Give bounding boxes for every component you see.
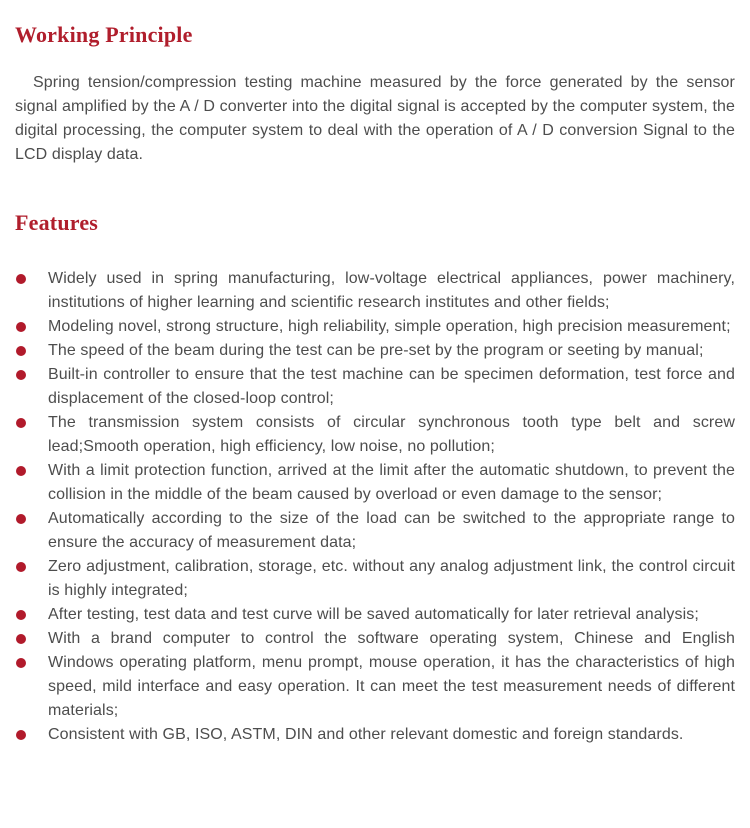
working-principle-paragraph: Spring tension/compression testing machine measured by the force generated by the sensor signal amplified by the A / D converter into the digital signal is accepted by the computer system, the digital processing, the computer system to deal with the operation of A / D conversion Signal to the LCD display data. bbox=[15, 74, 735, 163]
feature-item-text: Automatically according to the size of the load can be switched to the appropriate range to ensure the accuracy of measurement data; bbox=[48, 510, 735, 551]
feature-list-item bbox=[15, 267, 735, 315]
feature-item-text: Modeling novel, strong structure, high reliability, simple operation, high precision measurement; bbox=[48, 318, 731, 335]
bullet-dot-icon bbox=[16, 634, 26, 644]
bullet-dot-icon bbox=[16, 346, 26, 356]
feature-item-text: Consistent with GB, ISO, ASTM, DIN and other relevant domestic and foreign standards. bbox=[48, 726, 684, 743]
feature-list-item bbox=[15, 363, 735, 411]
feature-list-item bbox=[15, 459, 735, 507]
bullet-dot-icon bbox=[16, 658, 26, 668]
features-list bbox=[15, 267, 735, 747]
feature-list-item bbox=[15, 627, 735, 651]
feature-item-text: After testing, test data and test curve will be saved automatically for later retrieval analysis; bbox=[48, 606, 699, 623]
bullet-dot-icon bbox=[16, 514, 26, 524]
feature-item-text: Widely used in spring manufacturing, low-voltage electrical appliances, power machinery, institutions of higher learning and scientific research institutes and other fields; bbox=[48, 270, 735, 311]
feature-list-item bbox=[15, 651, 735, 723]
feature-list-item bbox=[15, 603, 735, 627]
bullet-dot-icon bbox=[16, 418, 26, 428]
feature-item-text: Built-in controller to ensure that the test machine can be specimen deformation, test force and displacement of the closed-loop control; bbox=[48, 366, 735, 407]
feature-list-item bbox=[15, 723, 735, 747]
feature-item-text: Windows operating platform, menu prompt, mouse operation, it has the characteristics of high speed, mild interface and easy operation. It can meet the test measurement needs of different materials; bbox=[48, 654, 735, 719]
feature-list-item bbox=[15, 411, 735, 459]
feature-list-item bbox=[15, 339, 735, 363]
bullet-dot-icon bbox=[16, 562, 26, 572]
feature-item-text: The transmission system consists of circular synchronous tooth type belt and screw lead;Smooth operation, high efficiency, low noise, no pollution; bbox=[48, 414, 735, 455]
working-principle-heading: Working Principle bbox=[15, 22, 193, 47]
bullet-dot-icon bbox=[16, 370, 26, 380]
bullet-dot-icon bbox=[16, 274, 26, 284]
bullet-dot-icon bbox=[16, 322, 26, 332]
feature-item-text: The speed of the beam during the test can be pre-set by the program or seeting by manual; bbox=[48, 342, 704, 359]
bullet-dot-icon bbox=[16, 730, 26, 740]
features-heading: Features bbox=[15, 210, 99, 235]
bullet-dot-icon bbox=[16, 610, 26, 620]
feature-list-item bbox=[15, 315, 735, 339]
feature-item-text: With a limit protection function, arrived at the limit after the automatic shutdown, to prevent the collision in the middle of the beam caused by overload or even damage to the sensor; bbox=[48, 462, 735, 503]
feature-list-item bbox=[15, 555, 735, 603]
feature-item-text: Zero adjustment, calibration, storage, etc. without any analog adjustment link, the control circuit is highly integrated; bbox=[48, 558, 735, 599]
product-description-page bbox=[0, 21, 750, 828]
feature-list-item bbox=[15, 507, 735, 555]
feature-item-text: With a brand computer to control the software operating system, Chinese and English bbox=[48, 630, 735, 647]
bullet-dot-icon bbox=[16, 466, 26, 476]
